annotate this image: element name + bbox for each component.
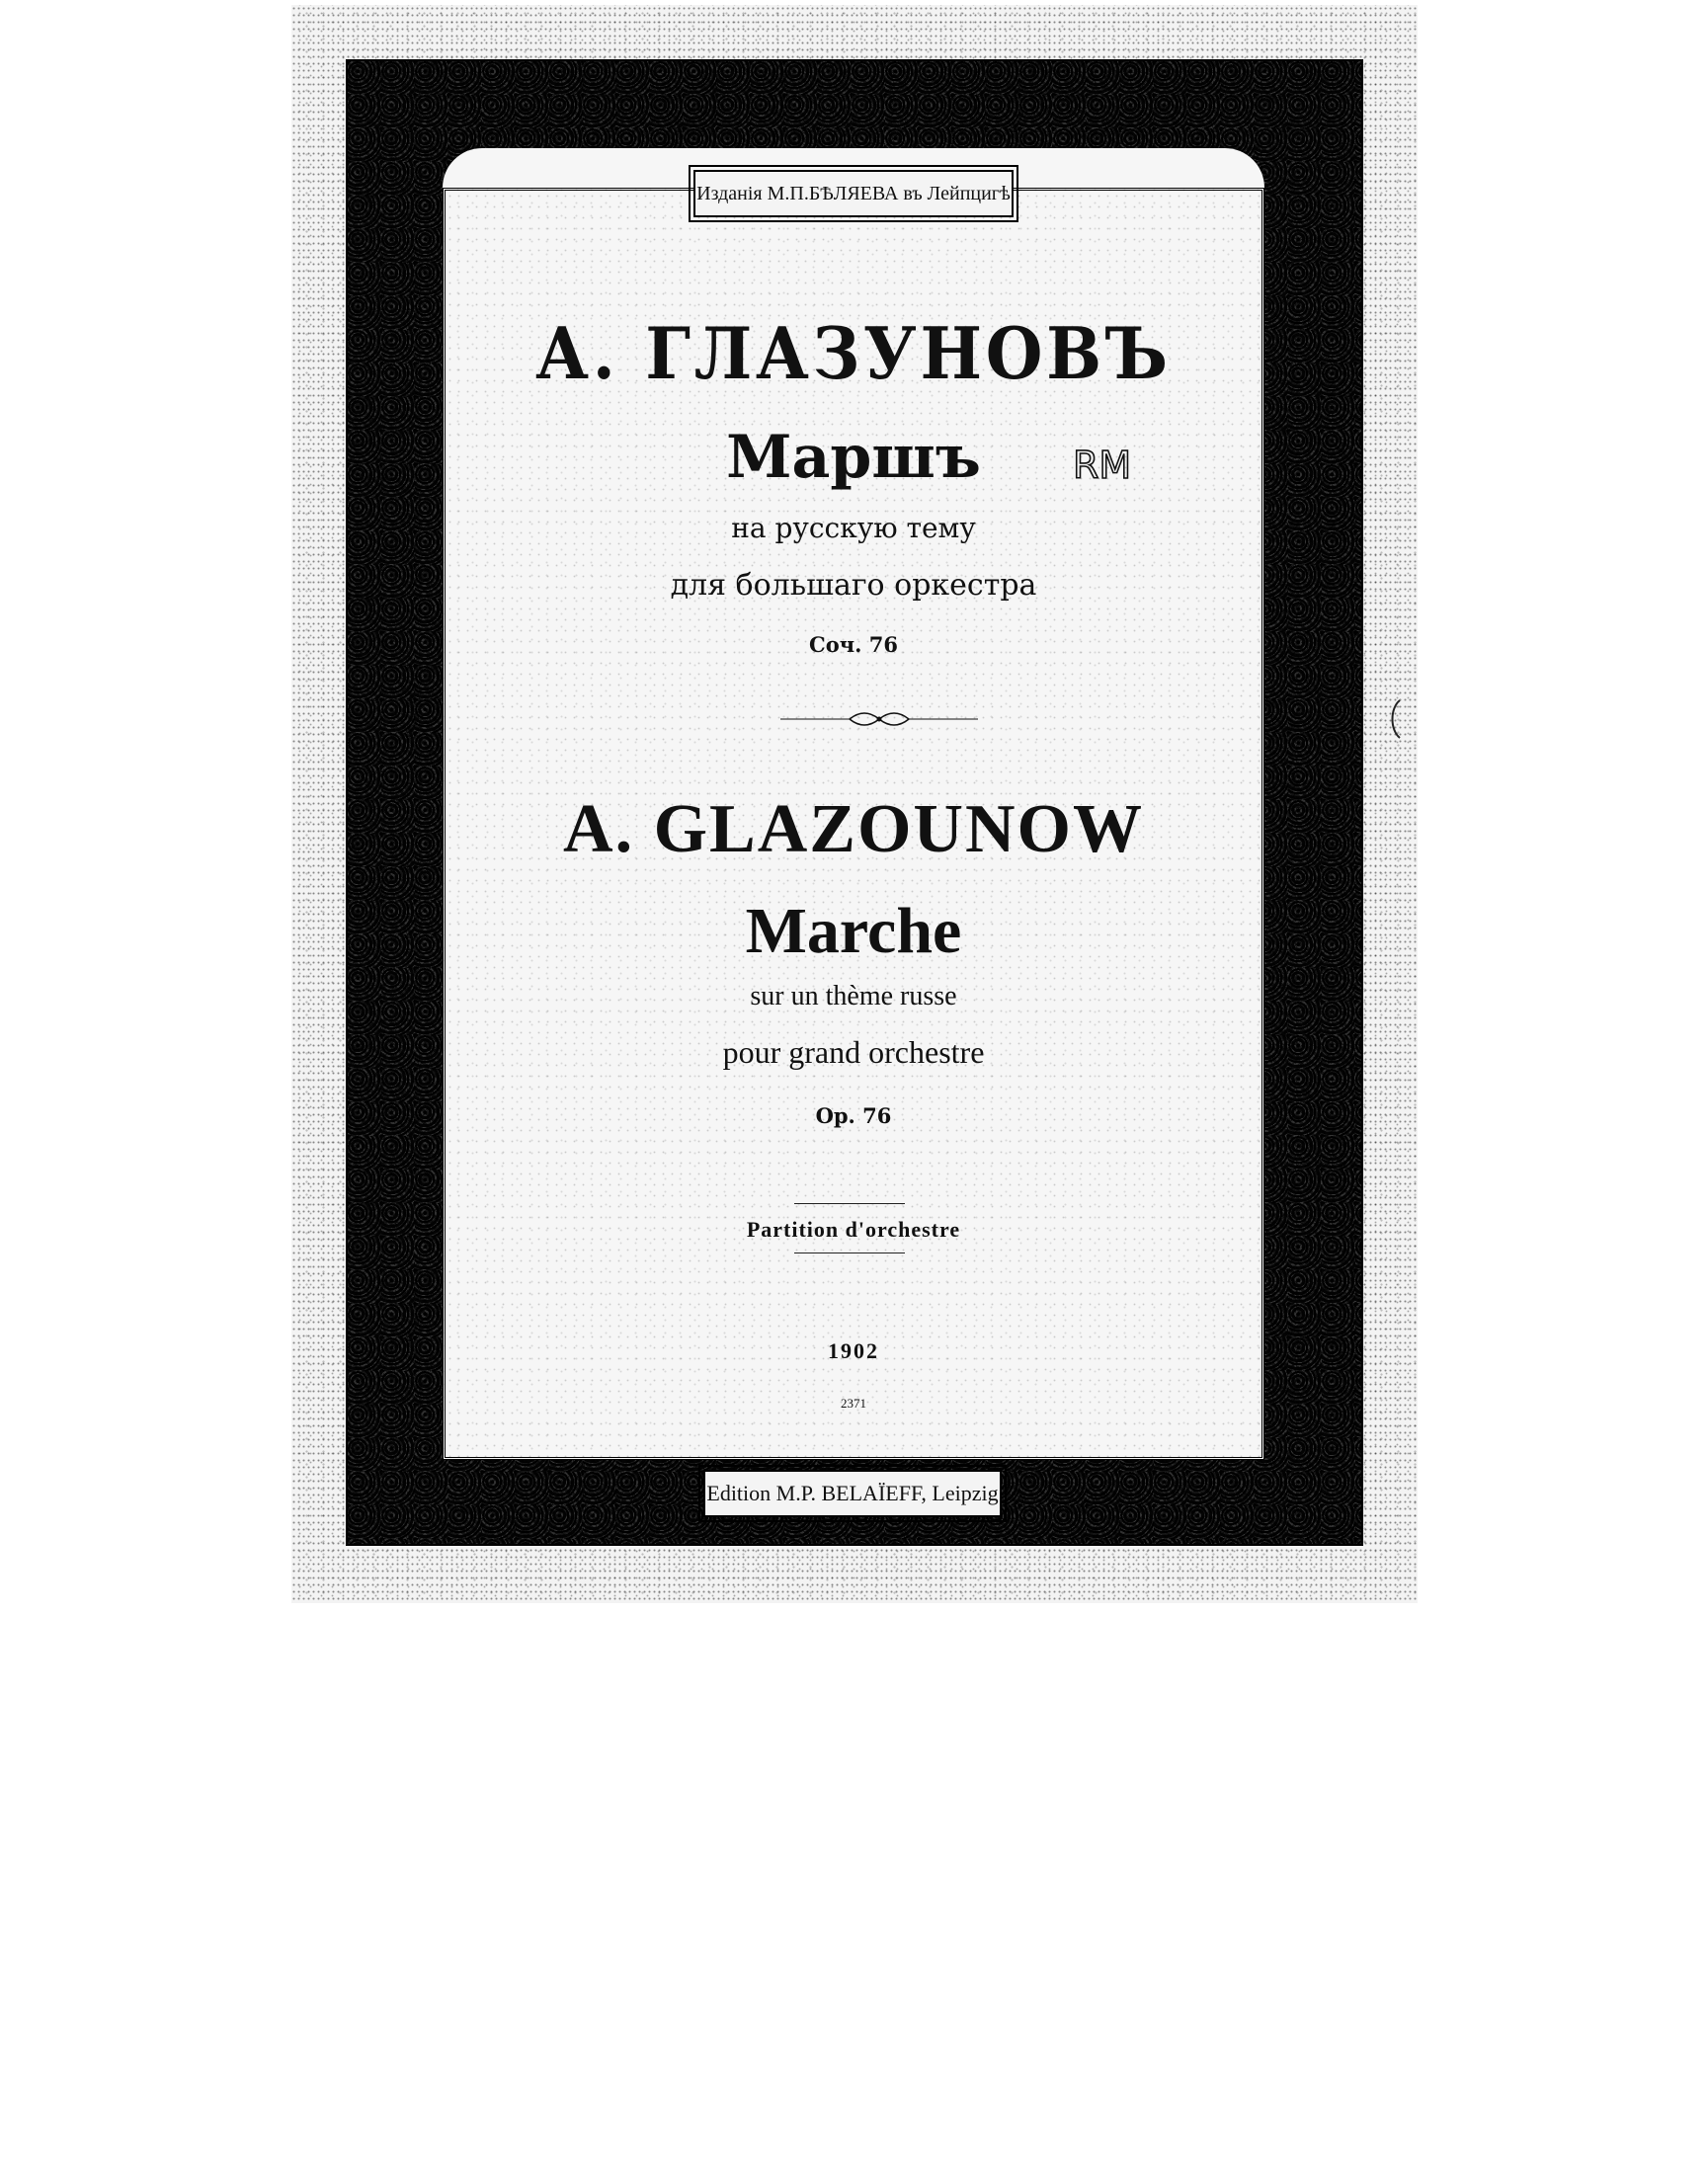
publisher-plaque-top: Изданія М.П.БѢЛЯЕВА въ Лейпцигѣ: [693, 170, 1014, 217]
subtitle-russian: на русскую тему: [731, 512, 976, 544]
title-russian: Маршъ: [726, 423, 981, 492]
subtitle-french: sur un thème russe: [750, 981, 957, 1011]
publication-year: 1902: [828, 1338, 879, 1363]
divider-ornament: [780, 711, 978, 727]
handwritten-annotation-text: RM: [1073, 444, 1132, 487]
rule-above-partition: [794, 1203, 905, 1204]
publisher-plaque-bottom: Edition M.P. BELAÏEFF, Leipzig: [703, 1470, 1002, 1517]
instrumentation-french: pour grand orchestre: [722, 1034, 985, 1070]
plate-number: 2371: [841, 1396, 866, 1411]
opus-russian: Соч. 76: [809, 632, 898, 657]
handwritten-annotation: [1069, 435, 1148, 494]
page-edge-mark: [1386, 698, 1406, 740]
opus-french: Op. 76: [815, 1103, 892, 1128]
title-french: Marche: [745, 895, 962, 967]
composer-name-french: A. GLAZOUNOW: [563, 791, 1144, 867]
instrumentation-russian: для большаго оркестра: [670, 568, 1037, 603]
score-type-label: Partition d'orchestre: [746, 1217, 961, 1242]
composer-name-russian: А. ГЛАЗУНОВЪ: [535, 311, 1172, 395]
